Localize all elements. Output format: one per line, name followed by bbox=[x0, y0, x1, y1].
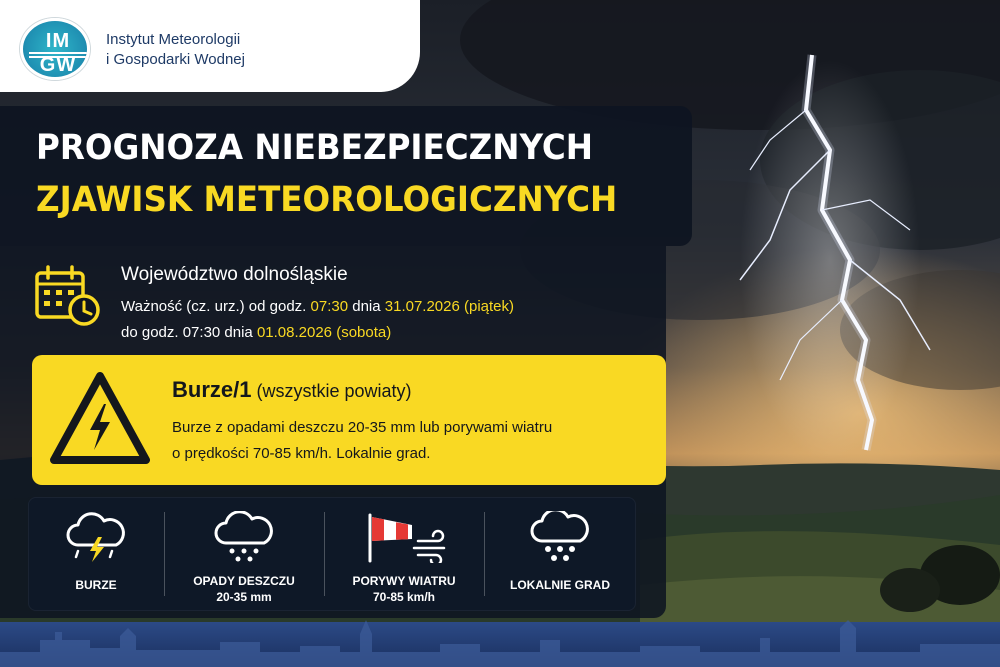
region-name: Województwo dolnośląskie bbox=[121, 264, 348, 285]
rain-cloud-icon bbox=[210, 511, 278, 563]
warning-description-line2: o prędkości 70-85 km/h. Lokalnie grad. bbox=[172, 445, 431, 462]
hazard-hail bbox=[484, 497, 636, 611]
logo-text-top: IM bbox=[45, 30, 71, 52]
validity-to bbox=[121, 324, 391, 341]
hazard-label: BURZE bbox=[75, 578, 117, 592]
warning-title bbox=[172, 377, 412, 403]
calendar-clock-icon bbox=[34, 264, 102, 328]
hazard-rain bbox=[164, 497, 324, 611]
validity-from-mid: dnia bbox=[348, 298, 385, 315]
windsock-icon bbox=[356, 511, 452, 563]
warning-scope: (wszystkie powiaty) bbox=[251, 381, 412, 401]
page-title-line2: ZJAWISK METEOROLOGICZNYCH bbox=[36, 180, 618, 220]
validity-from-time: 07:30 bbox=[310, 298, 349, 315]
header-logo-bar bbox=[0, 0, 420, 92]
organization-name bbox=[106, 30, 245, 70]
logo-text-bottom: GW bbox=[39, 54, 77, 76]
warning-lightning-icon bbox=[48, 368, 152, 472]
storm-cloud-icon bbox=[62, 511, 130, 563]
validity-from-prefix: Ważność (cz. urz.) od godz. bbox=[121, 298, 311, 315]
hazard-value: 70-85 km/h bbox=[372, 590, 436, 604]
warning-description-line1: Burze z opadami deszczu 20-35 mm lub porywami wiatru bbox=[172, 419, 553, 436]
imgw-logo bbox=[20, 18, 90, 80]
hazard-wind bbox=[324, 497, 484, 611]
page-title-line1: PROGNOZA NIEBEZPIECZNYCH bbox=[36, 128, 594, 168]
warning-level: Burze/1 bbox=[172, 377, 252, 402]
validity-from bbox=[121, 298, 514, 315]
hazard-storm bbox=[28, 497, 164, 611]
organization-name-line1: Instytut Meteorologii bbox=[106, 31, 241, 48]
hazard-label: PORYWY WIATRU bbox=[352, 574, 456, 588]
hazard-value: 20-35 mm bbox=[216, 590, 272, 604]
hail-cloud-icon bbox=[526, 511, 594, 563]
title-panel bbox=[0, 106, 692, 246]
validity-from-date: 31.07.2026 (piątek) bbox=[384, 298, 515, 315]
hazard-label: OPADY DESZCZU bbox=[193, 574, 295, 588]
organization-name-line2: i Gospodarki Wodnej bbox=[106, 51, 245, 68]
validity-to-date: 01.08.2026 (sobota) bbox=[256, 324, 392, 341]
hazard-label: LOKALNIE GRAD bbox=[510, 578, 610, 592]
validity-to-prefix: do godz. 07:30 dnia bbox=[121, 324, 257, 341]
